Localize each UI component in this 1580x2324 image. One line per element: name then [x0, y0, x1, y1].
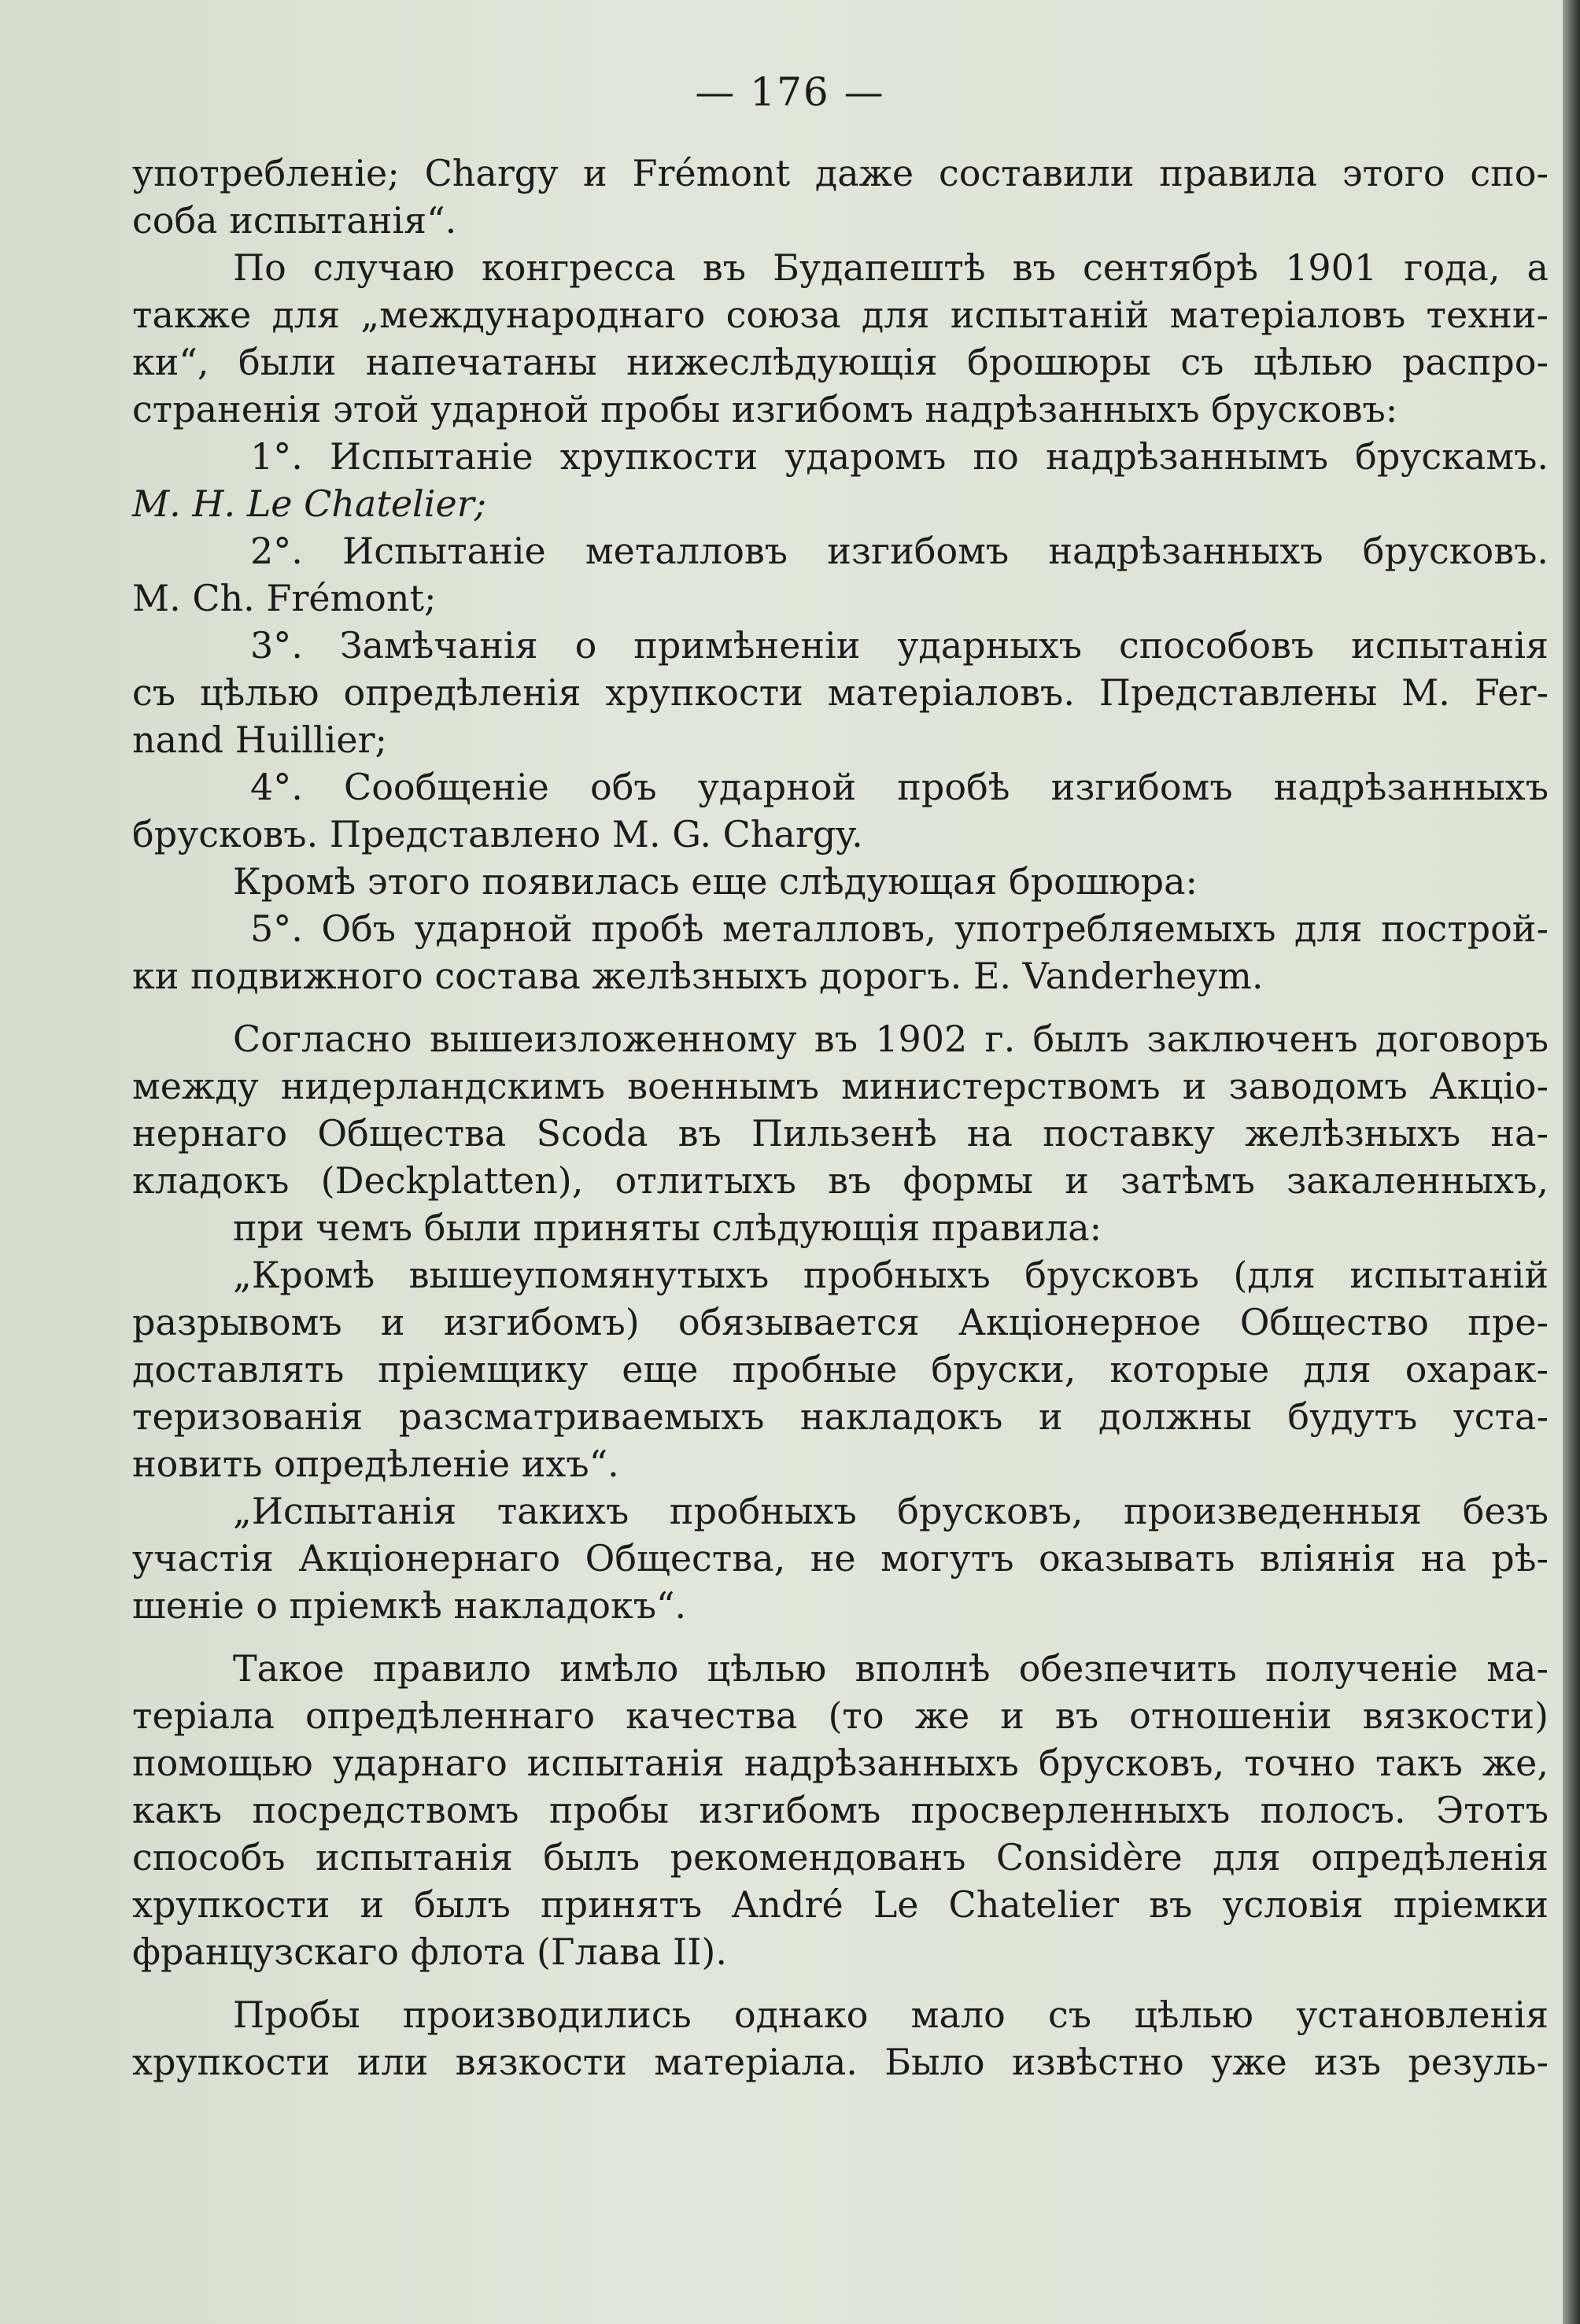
text-line: теризованія разсматриваемыхъ накладокъ и должны будутъ уста-: [132, 1395, 1549, 1438]
text-line: Такое правило имѣло цѣлью вполнѣ обезпечить полученіе ма-: [233, 1647, 1549, 1690]
page-edge-shadow: [1563, 0, 1580, 2324]
text-line: нернаго Общества Scoda въ Пильзенѣ на поставку желѣзныхъ на-: [132, 1112, 1549, 1155]
text-line: новить опредѣленіе ихъ“.: [132, 1443, 619, 1485]
paragraph-gap: [132, 1975, 1549, 1991]
text-line: французскаго флота (Глава II).: [132, 1931, 727, 1973]
text-line: M. Ch. Frémont;: [132, 577, 437, 619]
text-line: 1°. Испытаніе хрупкости ударомъ по надрѣзаннымъ брускамъ.: [250, 435, 1549, 478]
text-line: nand Huillier;: [132, 719, 388, 761]
page-number: — 176 —: [695, 69, 885, 115]
text-line: ки подвижного состава желѣзныхъ дорогъ. E. Vanderheym.: [132, 955, 1264, 997]
text-line: хрупкости и былъ принятъ André Le Chatelier въ условія пріемки: [132, 1883, 1549, 1926]
text-line: съ цѣлью опредѣленія хрупкости матеріаловъ. Представлены M. Fer-: [132, 671, 1549, 714]
text-line: доставлять пріемщику еще пробные бруски, которые для охарак-: [132, 1348, 1549, 1391]
text-line: M. H. Le Chatelier;: [132, 482, 487, 525]
text-line: участія Акціонернаго Общества, не могутъ оказывать вліянія на рѣ-: [132, 1537, 1549, 1580]
paragraph-gap: [132, 999, 1549, 1015]
text-line: 3°. Замѣчанія о примѣненіи ударныхъ способовъ испытанія: [250, 624, 1549, 667]
text-line: Пробы производились однако мало съ цѣлью установленія: [233, 1993, 1549, 2036]
text-line: употребленіе; Chargy и Frémont даже составили правила этого спо-: [132, 152, 1549, 194]
text-line: шеніе о пріемкѣ накладокъ“.: [132, 1584, 687, 1627]
text-line: хрупкости или вязкости матеріала. Было извѣстно уже изъ резуль-: [132, 2041, 1549, 2083]
text-line: соба испытанія“.: [132, 199, 457, 242]
text-line: 2°. Испытаніе металловъ изгибомъ надрѣзанныхъ брусковъ.: [250, 530, 1549, 572]
text-line: также для „международнаго союза для испытаній матеріаловъ техни-: [132, 294, 1549, 336]
body-text: [132, 150, 1549, 2086]
text-line: брусковъ. Представлено M. G. Chargy.: [132, 813, 863, 855]
text-line: теріала опредѣленнаго качества (то же и въ отношеніи вязкости): [132, 1694, 1549, 1737]
text-line: страненія этой ударной пробы изгибомъ надрѣзанныхъ брусковъ:: [132, 388, 1398, 430]
paragraph-gap: [132, 1629, 1549, 1645]
text-line: „Кромѣ вышеупомянутыхъ пробныхъ брусковъ (для испытаній: [233, 1254, 1549, 1296]
text-line: 4°. Сообщеніе объ ударной пробѣ изгибомъ надрѣзанныхъ: [250, 766, 1549, 808]
text-line: разрывомъ и изгибомъ) обязывается Акціонерное Общество пре-: [132, 1301, 1549, 1343]
text-line: какъ посредствомъ пробы изгибомъ просверленныхъ полосъ. Этотъ: [132, 1789, 1549, 1831]
text-line: По случаю конгресса въ Будапештѣ въ сентябрѣ 1901 года, а: [233, 246, 1549, 289]
text-line: помощью ударнаго испытанія надрѣзанныхъ брусковъ, точно такъ же,: [132, 1742, 1549, 1784]
text-line: Кромѣ этого появилась еще слѣдующая брошюра:: [233, 860, 1198, 903]
text-line: ки“, были напечатаны нижеслѣдующія брошюры съ цѣлью распро-: [132, 341, 1549, 383]
text-line: при чемъ были приняты слѣдующія правила:: [233, 1206, 1102, 1249]
text-line: Согласно вышеизложенному въ 1902 г. былъ заключенъ договоръ: [233, 1018, 1549, 1060]
text-line: 5°. Объ ударной пробѣ металловъ, употребляемыхъ для построй-: [250, 907, 1549, 950]
text-line: между нидерландскимъ военнымъ министерствомъ и заводомъ Акціо-: [132, 1065, 1549, 1107]
text-line: способъ испытанія былъ рекомендованъ Considère для опредѣленія: [132, 1836, 1549, 1879]
text-line: „Испытанія такихъ пробныхъ брусковъ, произведенныя безъ: [233, 1490, 1549, 1532]
text-line: кладокъ (Deckplatten), отлитыхъ въ формы и затѣмъ закаленныхъ,: [132, 1159, 1549, 1202]
